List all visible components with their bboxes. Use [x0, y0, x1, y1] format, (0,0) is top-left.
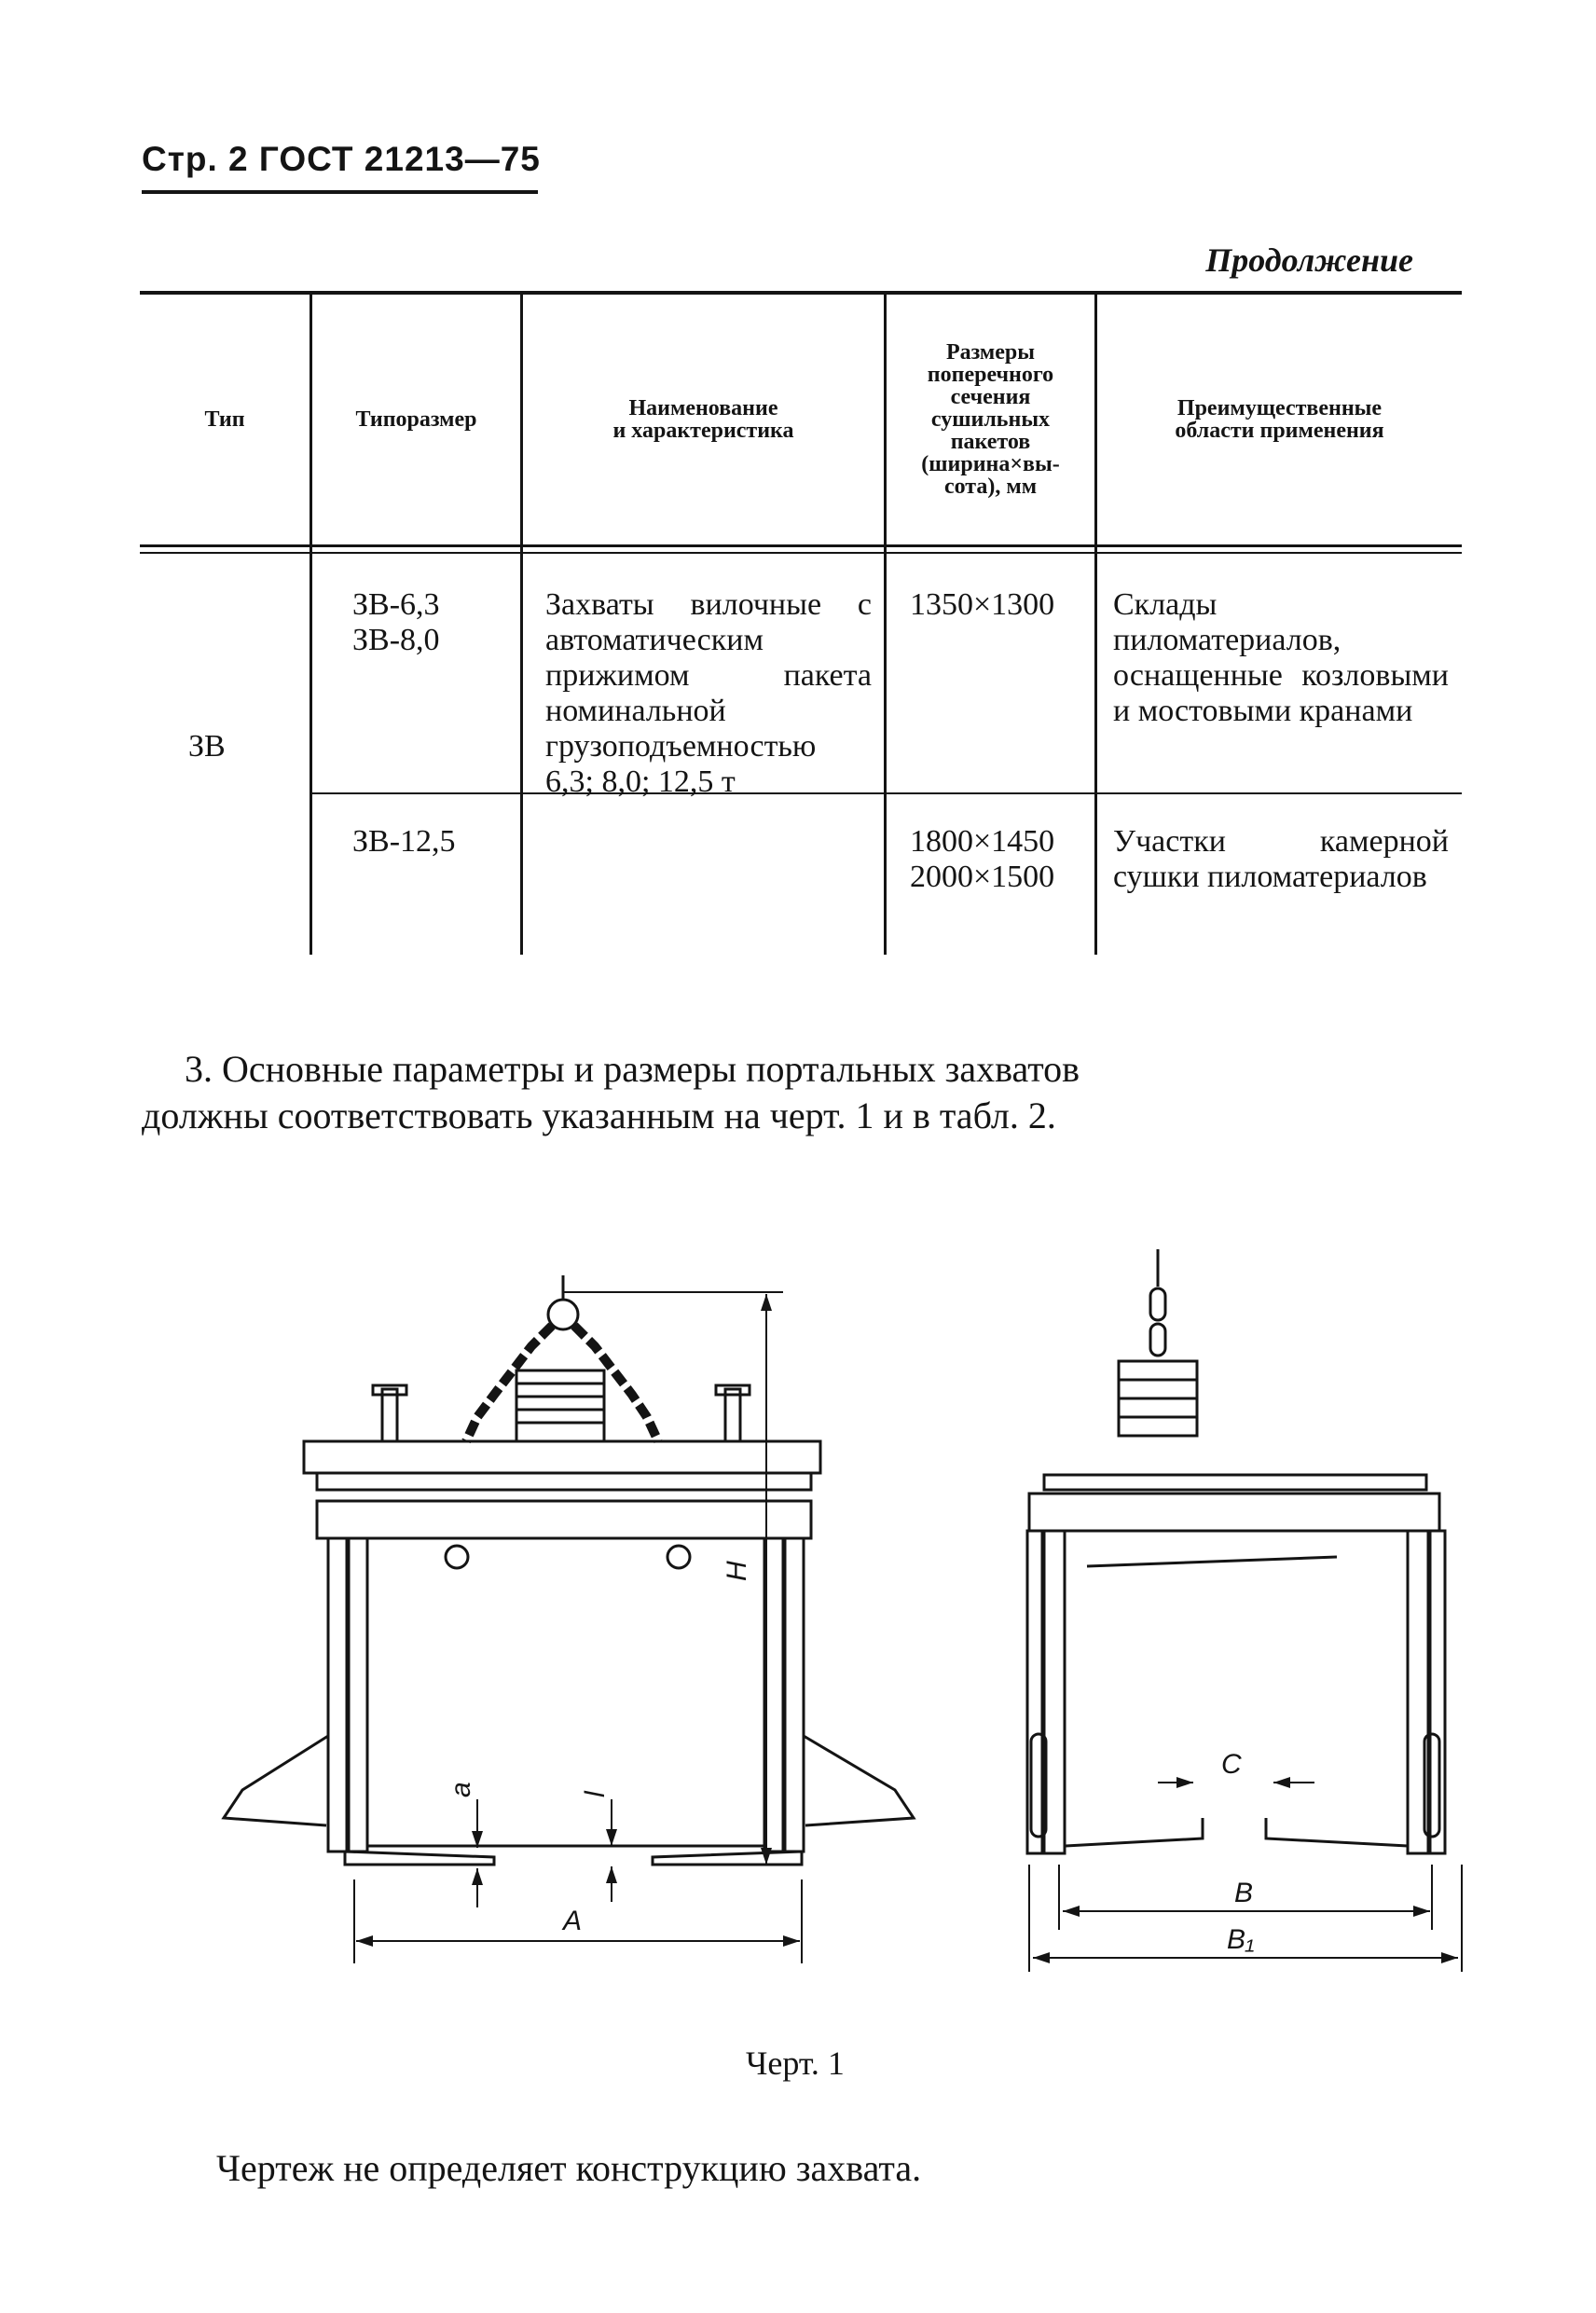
drawing-labels [446, 1561, 1254, 1955]
label-B1: B₁ [1227, 1924, 1255, 1955]
figure-caption: Черт. 1 [746, 2045, 845, 2082]
col-header-dims: Размеры поперечного сечения сушильных пакетов (ширина×вы- сота), мм [921, 340, 1060, 499]
cell-description: Захваты вилочные с автоматическим прижимом пакета номинальной грузоподъемностью 6,3; 8,0; 12,5 т [545, 587, 872, 799]
label-a: a [446, 1782, 476, 1797]
label-C: C [1221, 1749, 1242, 1780]
col-header-size: Типоразмер [355, 407, 477, 432]
cell-dims-a: 1350×1300 [910, 587, 1055, 622]
header-rule [142, 190, 538, 194]
cell-sizes-a: ЗВ-6,3 ЗВ-8,0 [352, 587, 440, 657]
cell-usage-b: Участки камерной сушки пиломатериалов [1113, 824, 1449, 894]
front-dimensions [354, 1292, 802, 1963]
paragraph-line-2: должны соответствовать указанным на черт. 1 и в табл. 2. [142, 1095, 1056, 1136]
header-bottom-rule [140, 544, 1462, 547]
cell-type: ЗВ [188, 729, 226, 764]
label-A: A [563, 1906, 583, 1936]
drawing-note: Чертеж не определяет конструкцию захвата. [216, 2147, 922, 2189]
col-header-type: Тип [204, 407, 245, 432]
cell-dims-b: 1800×1450 2000×1500 [910, 824, 1055, 894]
gripper-drawing [186, 1249, 1492, 1976]
label-l: l [580, 1791, 611, 1797]
front-view [224, 1275, 914, 1865]
label-H: H [722, 1561, 752, 1581]
paragraph-line-1: 3. Основные параметры и размеры портальных захватов [185, 1048, 1080, 1090]
page-header: Стр. 2 ГОСТ 21213—75 [142, 140, 541, 178]
cell-sizes-b: ЗВ-12,5 [352, 824, 456, 859]
paragraph-3 [142, 1046, 1460, 1139]
cell-usage-a: Склады пиломатериалов, оснащенные козловыми и мостовыми кранами [1113, 587, 1449, 728]
col-header-name: Наименование и характеристика [612, 396, 794, 443]
continuation-label: Продолжение [1205, 241, 1413, 279]
header-bottom-rule-2 [140, 552, 1462, 554]
label-B: B [1234, 1878, 1254, 1908]
col-header-usage: Преимущественные области применения [1175, 396, 1384, 443]
specs-table [140, 291, 1462, 955]
